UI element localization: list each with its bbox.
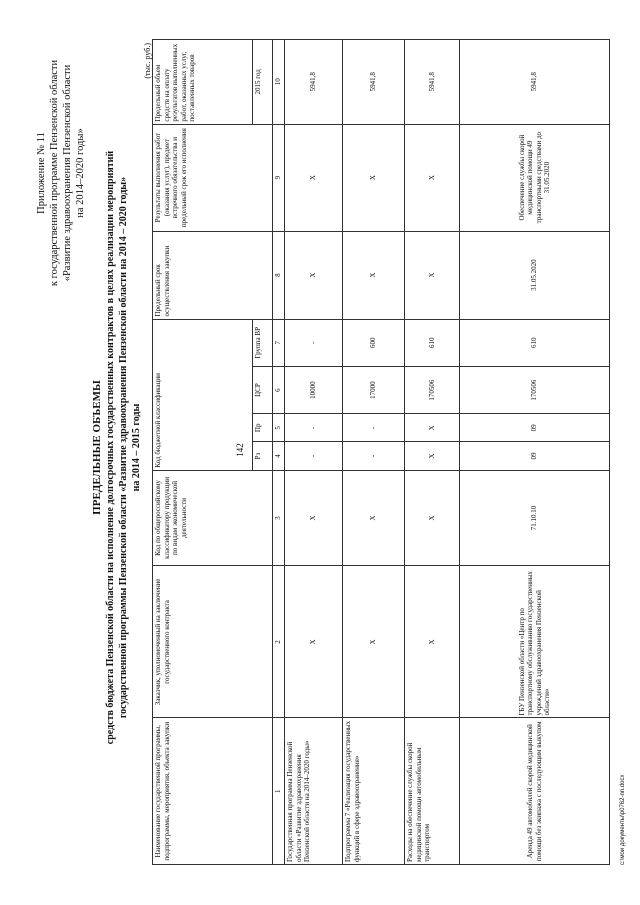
header-rz: Рз — [253, 442, 273, 470]
cell-vr: - — [285, 319, 343, 366]
cell-customer: ГБУ Пензенской области «Центр по транспортному обслуживанию государственных учреждений здравоохранения Пензенской области» — [460, 566, 610, 718]
cell-pr: - — [285, 414, 343, 442]
column-index: 10 — [273, 40, 285, 125]
cell-rz: Х — [405, 442, 460, 470]
cell-deadline: Х — [343, 231, 405, 319]
header-year: 2015 год — [253, 40, 273, 125]
title-line: средств бюджета Пензенской области на исполнение долгосрочных государственных контрактов в целях реализации мероприятий — [105, 150, 116, 745]
cell-okpd: Х — [405, 470, 460, 566]
header-okpd: Код по общероссийскому классификатору продукции по видам экономической деятельности — [153, 470, 273, 566]
header-limit: Предельный объем средств на оплату результатов выполненных работ, оказанных услуг, поставленных товаров — [153, 40, 253, 125]
appendix-note — [35, 23, 87, 323]
cell-rz: - — [285, 442, 343, 470]
table-row — [285, 40, 343, 865]
column-index: 2 — [273, 566, 285, 718]
cell-deadline: Х — [285, 231, 343, 319]
cell-limit: 5941,8 — [285, 40, 343, 125]
appendix-line: к государственной программе Пензенской области — [49, 59, 60, 287]
cell-customer: Х — [285, 566, 343, 718]
table-row — [405, 40, 460, 865]
cell-name: Расходы на обеспечение службы скорой медицинской помощи автомобильным транспортом — [405, 718, 460, 865]
header-results: Результаты выполнения работ (оказания услуг), предмет встречного обязательства и предельный срок его исполнения — [153, 124, 273, 231]
cell-limit: 5941,8 — [343, 40, 405, 125]
cell-deadline: 31.05.2020 — [460, 231, 610, 319]
cell-okpd: 71.10.10 — [460, 470, 610, 566]
cell-csr: 170506 — [460, 366, 610, 413]
cell-results: Х — [285, 124, 343, 231]
cell-csr: 17000 — [343, 366, 405, 413]
cell-results: Х — [343, 124, 405, 231]
cell-rz: 09 — [460, 442, 610, 470]
document-title — [90, 40, 143, 855]
cell-deadline: Х — [405, 231, 460, 319]
column-index: 8 — [273, 231, 285, 319]
column-index: 9 — [273, 124, 285, 231]
column-index-row — [273, 40, 285, 865]
column-index: 5 — [273, 414, 285, 442]
cell-pr: - — [343, 414, 405, 442]
cell-csr: 170506 — [405, 366, 460, 413]
cell-rz: - — [343, 442, 405, 470]
title-line: государственной программы Пензенской области «Развитие здравоохранения Пензенской области на 2014 – 2020 годы» — [118, 176, 129, 719]
cell-pr: Х — [405, 414, 460, 442]
appendix-line: на 2014–2020 годы» — [75, 128, 86, 218]
column-index: 6 — [273, 366, 285, 413]
appendix-line: «Развитие здравоохранения Пензенской области — [62, 64, 73, 282]
cell-limit: 5941,8 — [405, 40, 460, 125]
cell-okpd: Х — [285, 470, 343, 566]
cell-vr: 610 — [405, 319, 460, 366]
header-budget-code: Код бюджетной классификации — [153, 319, 253, 470]
cell-okpd: Х — [343, 470, 405, 566]
units-label: (тыс. руб.) — [143, 43, 152, 79]
header-name: Наименование государственной программы, подпрограммы, мероприятия, объекта закупки — [153, 718, 273, 865]
cell-csr: 10000 — [285, 366, 343, 413]
header-pr: Пр — [253, 414, 273, 442]
cell-vr: 600 — [343, 319, 405, 366]
header-vr: Группа ВР — [253, 319, 273, 366]
cell-limit: 5941,8 — [460, 40, 610, 125]
column-index: 1 — [273, 718, 285, 865]
header-deadline: Предельный срок осуществления закупки — [153, 231, 273, 319]
cell-pr: 09 — [460, 414, 610, 442]
cell-results: Х — [405, 124, 460, 231]
title-line: на 2014 – 2015 годы — [131, 403, 142, 492]
cell-results: Обеспечение службы скорой медицинской помощи 49 транспортными средствами до 31.05.2020 — [460, 124, 610, 231]
header-customer: Заказчик, уполномоченный на заключение государственного контракта — [153, 566, 273, 718]
title-line: ПРЕДЕЛЬНЫЕ ОБЪЕМЫ — [91, 380, 103, 515]
cell-name: Аренда 49 автомобилей скорой медицинской помощи без экипажа с последующим выкупом — [460, 718, 610, 865]
file-path-footer: с:\мои документы\p0762-nn.docx — [620, 774, 626, 865]
cell-vr: 610 — [460, 319, 610, 366]
column-index: 7 — [273, 319, 285, 366]
cell-customer: Х — [343, 566, 405, 718]
appendix-line: Приложение № 11 — [36, 132, 47, 214]
cell-name: Подпрограмма 7 «Реализация государственных функций в сфере здравоохранения» — [343, 718, 405, 865]
page-number: 142 — [235, 443, 245, 457]
cell-name: Государственная программа Пензенской области «Развитие здравоохранения Пензенской области на 2014–2020 годы» — [285, 718, 343, 865]
table-row — [460, 40, 610, 865]
column-index: 3 — [273, 470, 285, 566]
table-row — [343, 40, 405, 865]
header-csr: ЦСР — [253, 366, 273, 413]
column-index: 4 — [273, 442, 285, 470]
limits-table — [152, 39, 610, 865]
cell-customer: Х — [405, 566, 460, 718]
